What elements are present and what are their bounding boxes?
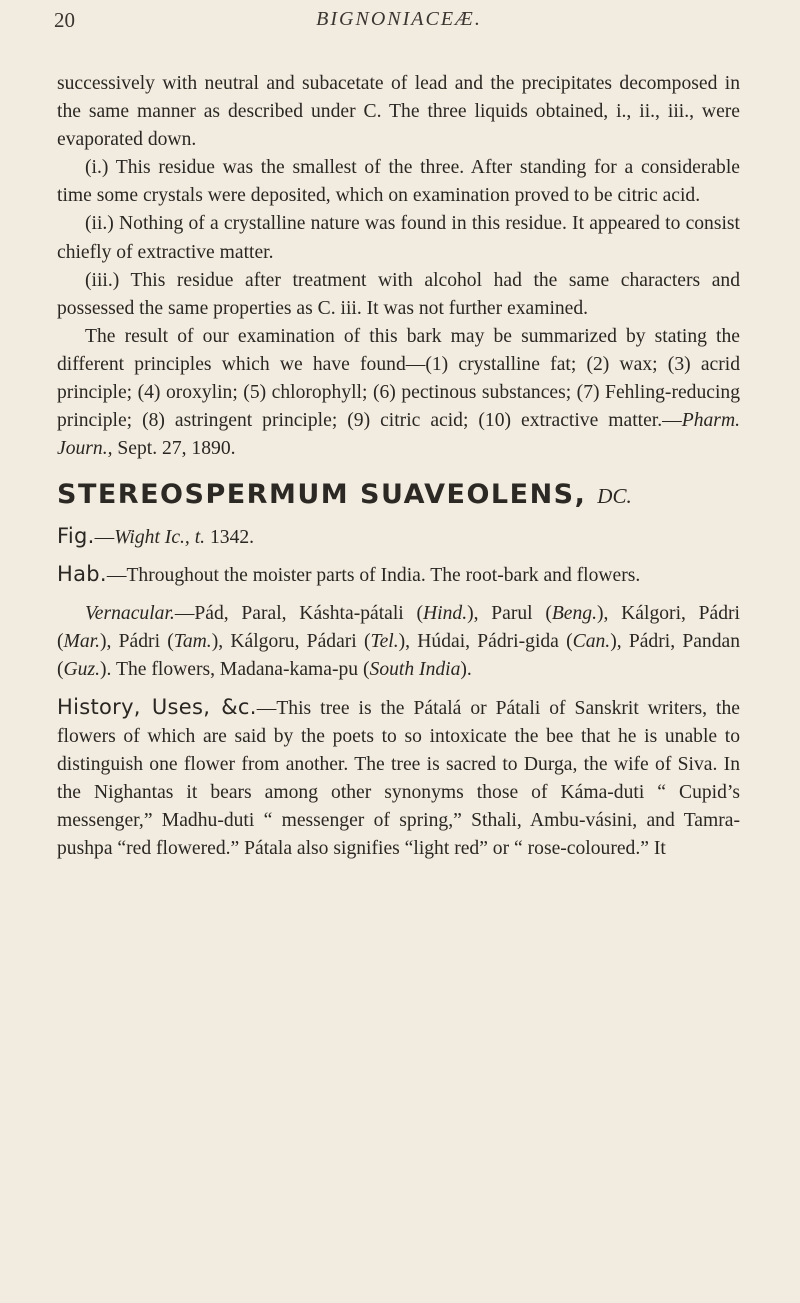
species-heading [57, 475, 740, 516]
vernacular-text: ), Parul ( [467, 602, 552, 624]
lang-beng: Beng. [551, 602, 598, 624]
vernacular-text: ), Kálgori, Pádri ( [57, 602, 740, 652]
running-head: BIGNONIACEÆ. [316, 8, 482, 30]
hab-label: Hab. [57, 562, 107, 587]
history-text: —This tree is the Pátalá or Pátali of Sanskrit writers, the flowers of which are said by the poets to so intoxicate the bee that he is unable to distinguish one flower from another. The tree is sacred to Durga, the wife of Siva. In the Nighantas it bears among other synonyms those of Káma-duti “ Cupid’s messenger,” Madhu-duti “ messenger of spring,” Sthali, Ambu-vásini, and Tamra-pushpa “red flowered.” Pátala also signifies “light red” or “ rose-coloured.” It [57, 697, 740, 860]
lang-can: Can. [572, 630, 611, 652]
habitat-paragraph [57, 560, 740, 590]
vernacular-text: —Pád, Paral, Káshta-pátali ( [174, 602, 423, 624]
fig-label: Fig. [57, 524, 95, 549]
summary-text: The result of our examination of this bark may be summarized by stating the different principles which we have found—(1) crystalline fat; (2) wax; (3) acrid principle; (4) oroxylin; (5) chlorophyll; (6) pectinous substances; (7) Fehling-reducing principle; (8) astringent principle; (9) citric acid; (10) extractive matter.— [57, 325, 740, 432]
vernacular-text: ). [460, 658, 472, 680]
paragraph-residue-ii: (ii.) Nothing of a crystalline nature was found in this residue. It appeared to consist chiefly of extractive matter. [57, 213, 740, 263]
vernacular-text: ), Kálgoru, Pádari ( [211, 630, 371, 652]
lang-mar: Mar. [63, 630, 101, 652]
lang-tam: Tam. [173, 630, 212, 652]
vernacular-text: ), Pádri, Pandan ( [57, 630, 740, 680]
paragraph-continuation: successively with neutral and subacetate of lead and the precipitates decomposed in the same manner as described under C. The three liquids obtained, i., ii., iii., were evaporated down. [57, 73, 740, 151]
page-number: 20 [54, 8, 75, 32]
vernacular-text: ), Pádri ( [100, 630, 174, 652]
figure-line [57, 522, 740, 552]
history-paragraph [57, 693, 740, 864]
paragraph-summary [57, 323, 740, 463]
lang-hind: Hind. [423, 602, 468, 624]
paragraph-residue-iii: (iii.) This residue after treatment with alcohol had the same characters and possessed the same properties as C. iii. It was not further examined. [57, 269, 740, 319]
vernacular-paragraph [57, 600, 740, 684]
vernacular-text: ). The flowers, Madana-kama-pu ( [100, 658, 370, 680]
vernacular-label: Vernacular. [85, 602, 175, 624]
hab-text: —Throughout the moister parts of India. The root-bark and flowers. [106, 565, 641, 587]
lang-south-india: South India [369, 658, 461, 680]
vernacular-text: ), Húdai, Pádri-gida ( [398, 630, 573, 652]
journal-reference: Pharm. Journ., [57, 410, 740, 460]
fig-number: 1342. [205, 527, 255, 549]
history-label: History, Uses, &c. [57, 694, 257, 719]
fig-dash: — [94, 527, 115, 549]
paragraph-residue-i: (i.) This residue was the smallest of the three. After standing for a considerable time some crystals were deposited, which on examination proved to be citric acid. [57, 157, 740, 207]
lang-guz: Guz. [63, 658, 101, 680]
species-authority: DC. [597, 484, 632, 509]
journal-date: Sept. 27, 1890. [112, 438, 236, 460]
lang-tel: Tel. [370, 630, 399, 652]
page-header [54, 8, 744, 38]
species-title: STEREOSPERMUM SUAVEOLENS, [57, 479, 587, 511]
page-body [57, 70, 740, 863]
fig-reference: Wight Ic., t. [114, 527, 206, 549]
